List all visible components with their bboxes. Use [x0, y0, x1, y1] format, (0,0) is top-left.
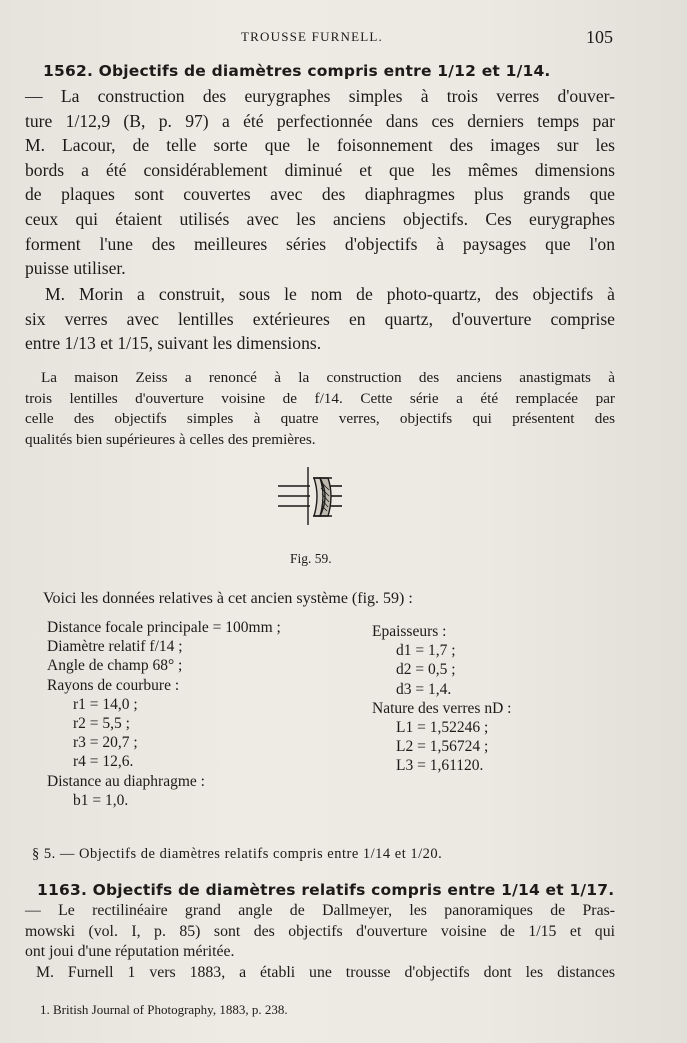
section-1163-paragraph	[25, 901, 615, 983]
text-line: mowski (vol. I, p. 85) sont des objectifs d'ouverture voisine de 1/15 et qui	[25, 922, 615, 940]
text-line: qualités bien supérieures à celles des premières.	[25, 430, 316, 448]
data-line: Nature des verres nD :	[372, 699, 512, 717]
data-line: r1 = 14,0 ;	[73, 695, 138, 713]
data-line: Rayons de courbure :	[47, 676, 180, 694]
data-left-column	[47, 618, 281, 810]
data-right-column	[372, 622, 511, 776]
data-line: b1 = 1,0.	[73, 791, 129, 809]
data-intro	[43, 590, 413, 608]
text-line: M. Lacour, de telle sorte que le foisonnement des images sur les	[25, 135, 615, 156]
section-5-title: § 5. — Objectifs de diamètres relatifs compris entre 1/14 et 1/20.	[32, 846, 443, 862]
text-line: M. Furnell 1 vers 1883, a établi une trousse d'objectifs dont les distances	[36, 963, 615, 981]
data-line: Distance au diaphragme :	[47, 772, 205, 790]
text-line: — Le rectilinéaire grand angle de Dallmeyer, les panoramiques de Pras-	[25, 902, 615, 919]
section-1562-paragraph	[25, 84, 615, 281]
data-line: r2 = 5,5 ;	[73, 714, 130, 732]
data-line: d1 = 1,7 ;	[396, 642, 456, 660]
text-line: celle des objectifs simples à quatre verres, objectifs qui présentent des	[25, 410, 615, 427]
figure-caption: Fig. 59.	[290, 551, 332, 566]
text-line: ont joui d'une réputation méritée.	[25, 943, 235, 960]
section-1163-heading: 1163. Objectifs de diamètres relatifs compris entre 1/14 et 1/17.	[37, 881, 615, 899]
text-line: entre 1/13 et 1/15, suivant les dimensions.	[25, 333, 322, 354]
data-line: L1 = 1,52246 ;	[396, 718, 489, 736]
text-line: — La construction des eurygraphes simples à trois verres d'ouver-	[25, 86, 615, 106]
data-line: Epaisseurs :	[372, 623, 447, 640]
text-line: de plaques sont couvertes avec des diaphragmes plus grands que	[25, 184, 615, 205]
data-line: Distance focale principale = 100mm ;	[47, 619, 281, 636]
data-line: r4 = 12,6.	[73, 753, 134, 771]
data-line: r3 = 20,7 ;	[73, 734, 138, 752]
section-1562-heading: 1562. Objectifs de diamètres compris entre 1/12 et 1/14.	[43, 62, 551, 80]
running-title: TROUSSE FURNELL.	[241, 29, 383, 44]
page-number: 105	[586, 27, 613, 47]
zeiss-paragraph	[25, 368, 615, 450]
data-line: L3 = 1,61120.	[396, 757, 484, 775]
data-line: L2 = 1,56724 ;	[396, 738, 489, 756]
morin-paragraph	[25, 282, 615, 356]
text-line: trois lentilles d'ouverture voisine de f/14. Cette série a été remplacée par	[25, 389, 615, 407]
text-line: M. Morin a construit, sous le nom de photo-quartz, des objectifs à	[45, 284, 615, 304]
data-line: Diamètre relatif f/14 ;	[47, 638, 183, 656]
data-intro-text: Voici les données relatives à cet ancien système (fig. 59) :	[43, 590, 413, 607]
text-line: ceux qui étaient utilisés avec les anciens objectifs. Ces eurygraphes	[25, 208, 615, 229]
text-line: La maison Zeiss a renoncé à la construction des anciens anastigmats à	[41, 369, 615, 386]
text-line: forment l'une des meilleures séries d'objectifs à paysages que l'on	[25, 233, 615, 254]
data-line: d3 = 1,4.	[396, 680, 452, 698]
text-line: bords a été considérablement diminué et que les mêmes dimensions	[25, 159, 615, 180]
data-line: d2 = 0,5 ;	[396, 661, 456, 679]
text-line: six verres avec lentilles extérieures en quartz, d'ouverture comprise	[25, 308, 615, 329]
text-line: ture 1/12,9 (B, p. 97) a été perfectionnée dans ces derniers temps par	[25, 110, 615, 131]
lens-diagram-figure	[272, 466, 354, 526]
footnote: 1. British Journal of Photography, 1883, p. 238.	[40, 1002, 288, 1017]
data-line: Angle de champ 68° ;	[47, 657, 183, 675]
text-line: puisse utiliser.	[25, 258, 126, 279]
